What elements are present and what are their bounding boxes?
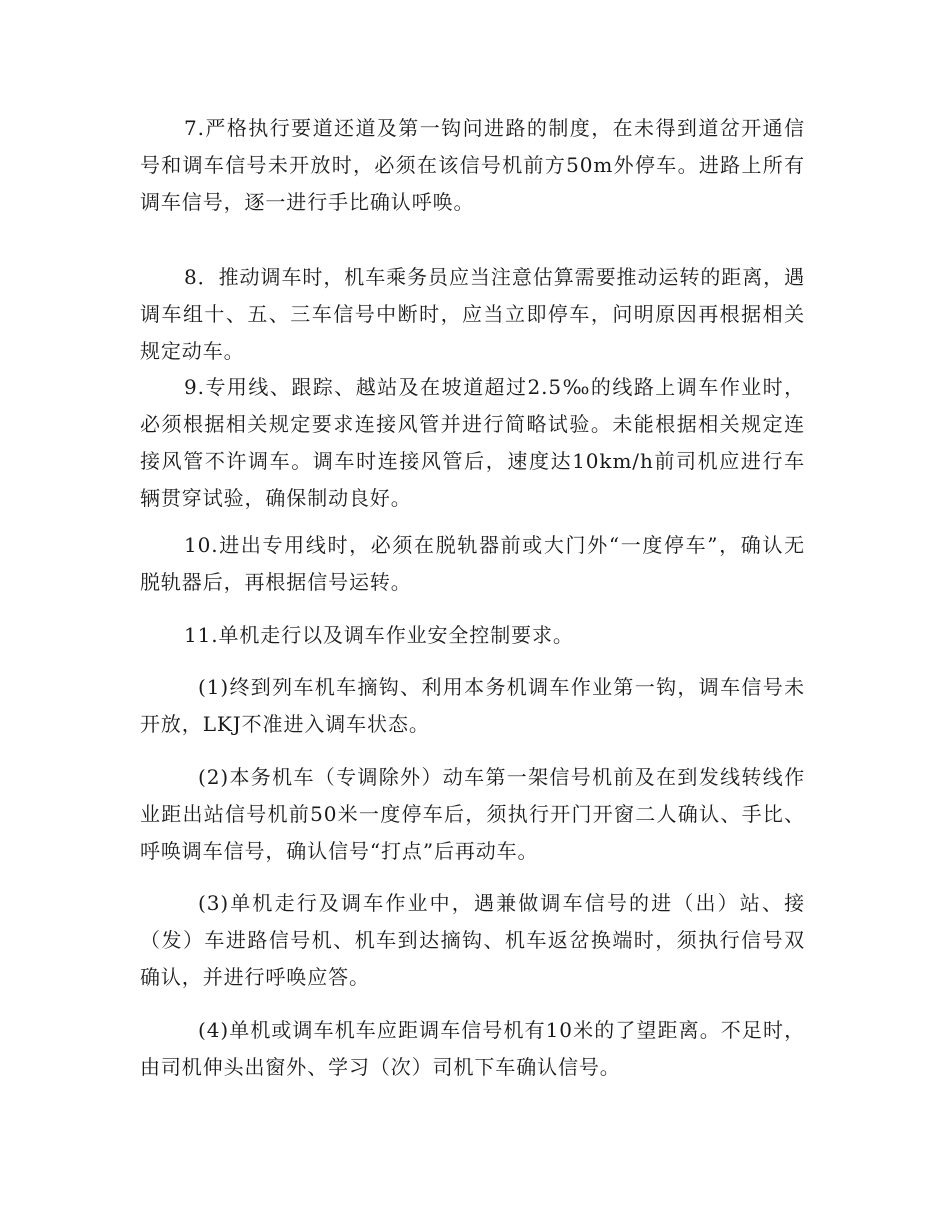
paragraph-11-item-4: (4)单机或调车机车应距调车信号机有10米的了望距离。不足时，由司机伸头出窗外、学习（次）司机下车确认信号。 [140,1018,805,1079]
paragraph-9: 9.专用线、跟踪、越站及在坡道超过2.5‰的线路上调车作业时，必须根据相关规定要求连接风管并进行简略试验。未能根据相关规定连接风管不许调车。调车时连接风管后，速度达10km/h前司机应进行车辆贯穿试验，确保制动良好。 [140,375,805,510]
paragraph-10: 10.进出专用线时，必须在脱轨器前或大门外“一度停车”，确认无脱轨器后，再根据信号运转。 [140,533,805,594]
paragraph-7: 7.严格执行要道还道及第一钩问进路的制度，在未得到道岔开通信号和调车信号未开放时，必须在该信号机前方50m外停车。进路上所有调车信号，逐一进行手比确认呼唤。 [140,116,805,214]
paragraph-11-item-1: (1)终到列车机车摘钩、利用本务机调车作业第一钩，调车信号未开放，LKJ不准进入调车状态。 [140,675,805,736]
paragraph-8: 8．推动调车时，机车乘务员应当注意估算需要推动运转的距离，遇调车组十、五、三车信号中断时，应当立即停车，问明原因再根据相关规定动车。 [140,265,805,363]
paragraph-11-heading: 11.单机走行以及调车作业安全控制要求。 [184,623,574,647]
paragraph-11-item-3: (3)单机走行及调车作业中，遇兼做调车信号的进（出）站、接（发）车进路信号机、机车到达摘钩、机车返岔换端时，须执行信号双确认，并进行呼唤应答。 [140,891,805,989]
paragraph-11-item-2: (2)本务机车（专调除外）动车第一架信号机前及在到发线转线作业距出站信号机前50米一度停车后，须执行开门开窗二人确认、手比、呼唤调车信号，确认信号“打点”后再动车。 [140,765,805,863]
